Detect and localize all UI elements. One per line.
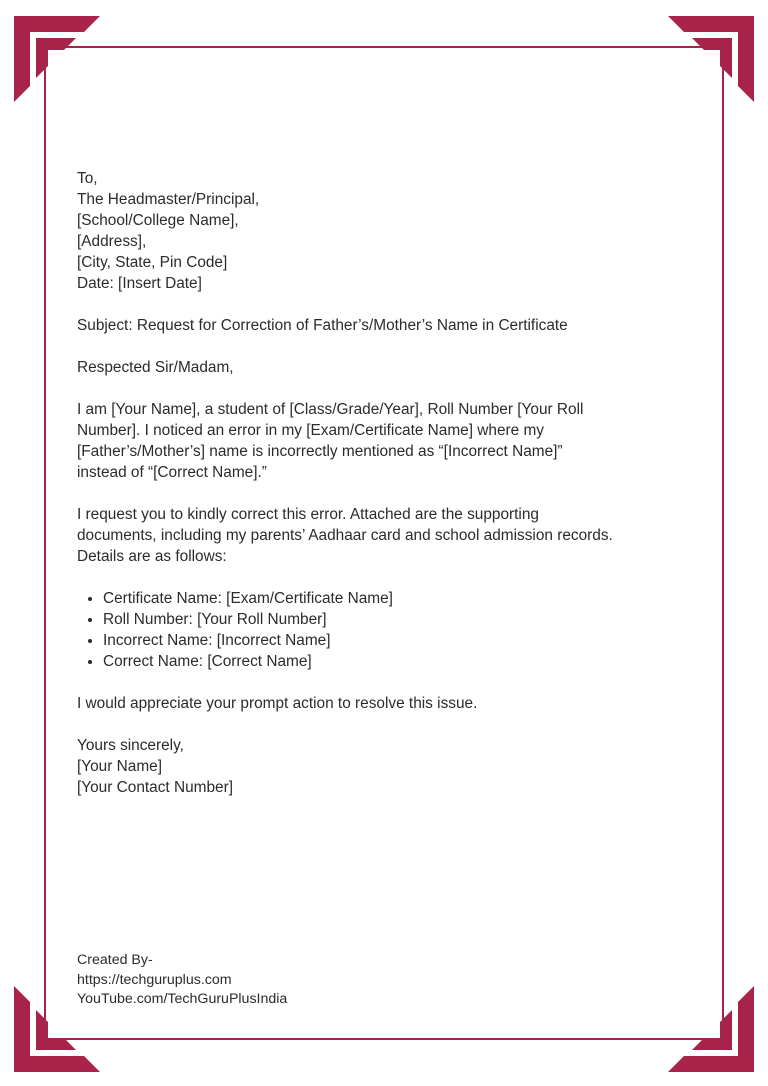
website-link[interactable]: https://techguruplus.com [77,971,232,988]
list-item: • Certificate Name: [Exam/Certificate Name] [103,588,707,609]
paragraph-line: I am [Your Name], a student of [Class/Grade/Year], Roll Number [Your Roll [77,401,584,418]
date-line: Date: [Insert Date] [77,275,202,292]
body-paragraph-2 [77,504,707,567]
paragraph-line: I request you to kindly correct this error. Attached are the supporting [77,506,539,523]
details-list [77,588,707,672]
paragraph-line: [Father’s/Mother’s] name is incorrectly mentioned as “[Incorrect Name]” [77,443,563,460]
subject-line: Subject: Request for Correction of Father’s/Mother’s Name in Certificate [77,317,568,334]
address-line: [School/College Name], [77,212,239,229]
sender-name: [Your Name] [77,758,162,775]
list-item: • Roll Number: [Your Roll Number] [103,609,707,630]
letter-body [77,168,707,819]
paragraph-line: Number]. I noticed an error in my [Exam/Certificate Name] where my [77,422,545,439]
salutation: Respected Sir/Madam, [77,359,234,376]
corner-ornament-top-right [666,16,754,104]
signoff-line: Yours sincerely, [77,737,184,754]
corner-ornament-bottom-right [666,984,754,1072]
address-line: The Headmaster/Principal, [77,191,260,208]
youtube-link[interactable]: YouTube.com/TechGuruPlusIndia [77,991,288,1008]
list-item: • Correct Name: [Correct Name] [103,651,707,672]
body-paragraph-1 [77,399,707,483]
closing-paragraph: I would appreciate your prompt action to resolve this issue. [77,695,478,712]
recipient-address [77,168,707,294]
address-line: To, [77,170,98,187]
paragraph-line: documents, including my parents’ Aadhaar card and school admission records. [77,527,613,544]
created-by-label: Created By- [77,952,153,968]
paragraph-line: Details are as follows: [77,548,227,565]
corner-ornament-top-left [14,16,102,104]
address-line: [City, State, Pin Code] [77,254,228,271]
address-line: [Address], [77,233,147,250]
list-item: • Incorrect Name: [Incorrect Name] [103,630,707,651]
credit-footer [77,951,477,1010]
signoff [77,735,707,798]
paragraph-line: instead of “[Correct Name].” [77,464,267,481]
sender-contact: [Your Contact Number] [77,779,233,796]
